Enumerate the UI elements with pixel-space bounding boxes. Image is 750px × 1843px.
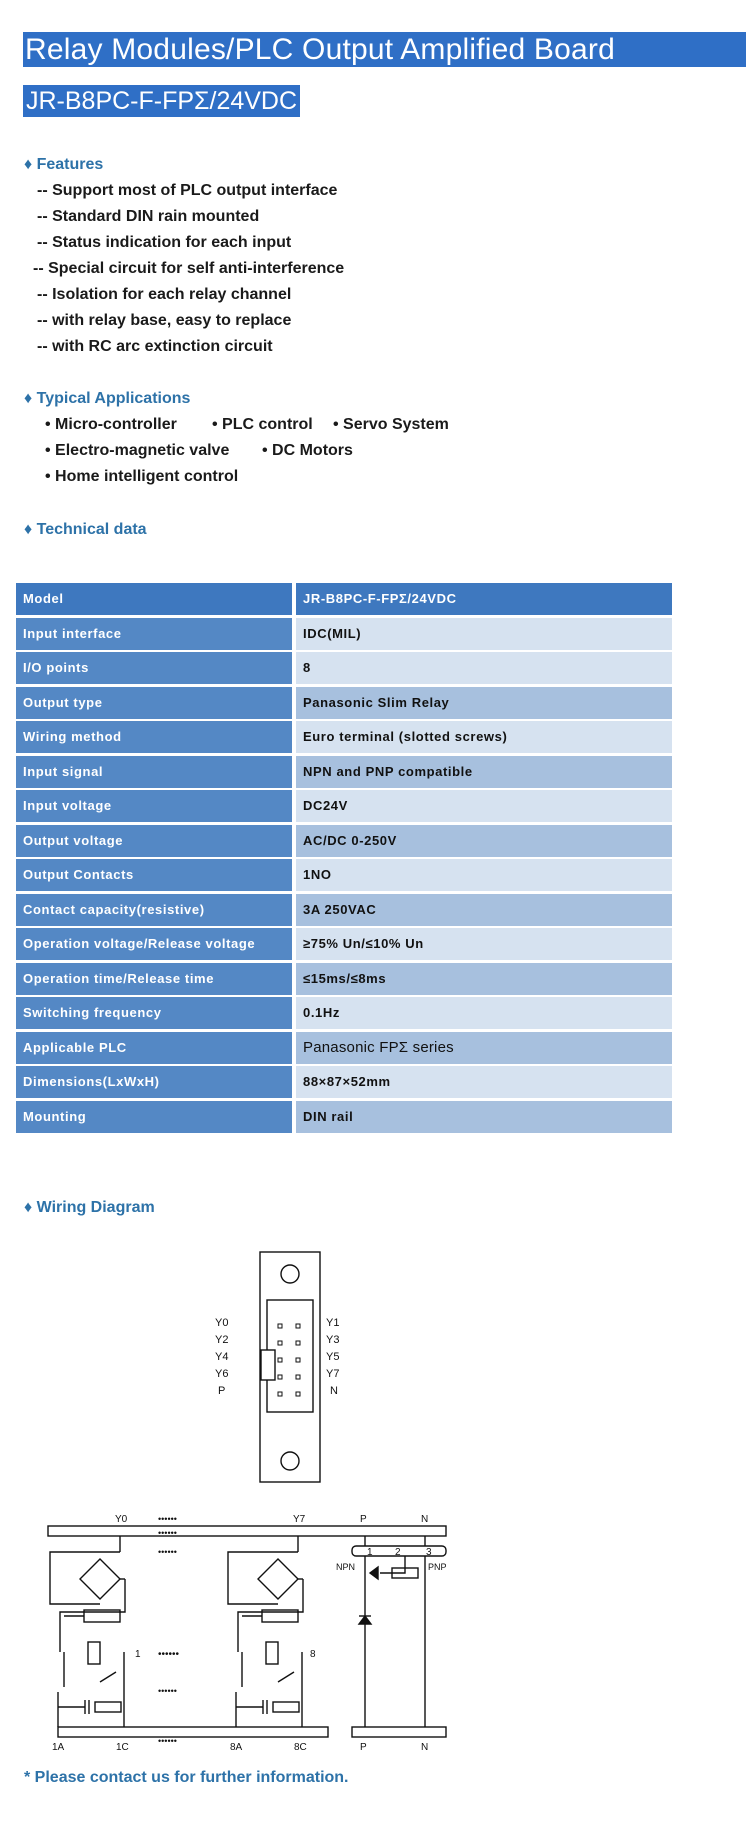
spec-key: Contact capacity(resistive): [16, 894, 292, 926]
feature-item: -- Isolation for each relay channel: [37, 286, 292, 303]
feature-item: -- Status indication for each input: [37, 234, 292, 251]
table-row: [16, 859, 674, 894]
spec-value: Panasonic FPΣ series: [296, 1032, 672, 1064]
spec-value: 3A 250VAC: [296, 894, 672, 926]
footer-note: * Please contact us for further information.: [24, 1769, 349, 1786]
spec-value: 1NO: [296, 859, 672, 891]
connector-pin-label: P: [218, 1385, 226, 1397]
spec-value: NPN and PNP compatible: [296, 756, 672, 788]
page-title: Relay Modules/PLC Output Amplified Board: [23, 32, 746, 67]
technical-heading: ♦ Technical data: [24, 521, 147, 538]
table-row: [16, 618, 674, 653]
spec-value: ≥75% Un/≤10% Un: [296, 928, 672, 960]
connector-pin-label: Y4: [215, 1351, 229, 1363]
idc-connector: [260, 1252, 320, 1482]
terminal-label: P: [360, 1514, 367, 1525]
terminal-label: N: [421, 1514, 429, 1525]
terminal-label: 8C: [294, 1742, 307, 1752]
terminal-label: 8A: [230, 1742, 243, 1752]
table-row: [16, 583, 674, 618]
terminal-label: 1A: [52, 1742, 65, 1752]
application-item: • Electro-magnetic valve: [45, 442, 230, 459]
channel-1-circuit: [50, 1536, 125, 1727]
ellipsis-dots: ••••••: [158, 1686, 177, 1696]
wiring-heading: ♦ Wiring Diagram: [24, 1199, 155, 1216]
spec-key: Input signal: [16, 756, 292, 788]
spec-key: Output voltage: [16, 825, 292, 857]
table-row: [16, 687, 674, 722]
table-row: [16, 756, 674, 791]
feature-item: -- Standard DIN rain mounted: [37, 208, 260, 225]
wiring-diagram: [40, 1232, 540, 1752]
ellipsis-dots: ••••••: [158, 1528, 177, 1538]
table-row: [16, 928, 674, 963]
connector-pin-label: Y7: [326, 1368, 340, 1380]
jumper-label: 3: [426, 1547, 432, 1558]
applications-heading: ♦ Typical Applications: [24, 390, 191, 407]
ellipsis-dots: ••••••: [158, 1736, 177, 1746]
spec-key: Output Contacts: [16, 859, 292, 891]
spec-value: DIN rail: [296, 1101, 672, 1133]
table-row: [16, 963, 674, 998]
common-indicator-circuit: [359, 1536, 425, 1727]
connector-pin-label: Y5: [326, 1351, 340, 1363]
terminal-label: P: [360, 1742, 367, 1752]
spec-key: Model: [16, 583, 292, 615]
application-item: • Servo System: [333, 416, 449, 433]
spec-value: 88×87×52mm: [296, 1066, 672, 1098]
spec-value: Panasonic Slim Relay: [296, 687, 672, 719]
spec-value: 0.1Hz: [296, 997, 672, 1029]
spec-key: Applicable PLC: [16, 1032, 292, 1064]
connector-pin-label: N: [330, 1385, 338, 1397]
spec-value: DC24V: [296, 790, 672, 822]
connector-pin-label: Y6: [215, 1368, 229, 1380]
features-heading: ♦ Features: [24, 156, 104, 173]
npn-label: NPN: [336, 1562, 356, 1572]
feature-item: -- Special circuit for self anti-interference: [33, 260, 345, 277]
connector-pin-label: Y2: [215, 1334, 229, 1346]
terminal-label: 1C: [116, 1742, 129, 1752]
spec-key: Dimensions(LxWxH): [16, 1066, 292, 1098]
spec-key: Mounting: [16, 1101, 292, 1133]
feature-item: -- with RC arc extinction circuit: [37, 338, 273, 355]
application-item: • Home intelligent control: [45, 468, 239, 485]
pnp-label: PNP: [428, 1562, 447, 1572]
model-number: JR-B8PC-F-FPΣ/24VDC: [23, 85, 300, 117]
table-row: [16, 997, 674, 1032]
table-row: [16, 825, 674, 860]
feature-item: -- with relay base, easy to replace: [37, 312, 292, 329]
ellipsis-dots: ••••••: [158, 1514, 177, 1524]
spec-key: Switching frequency: [16, 997, 292, 1029]
connector-pin-label: Y3: [326, 1334, 340, 1346]
table-row: [16, 652, 674, 687]
spec-value: 8: [296, 652, 672, 684]
jumper-label: 1: [367, 1547, 373, 1558]
spec-key: I/O points: [16, 652, 292, 684]
application-item: • DC Motors: [262, 442, 353, 459]
spec-key: Input voltage: [16, 790, 292, 822]
spec-key: Operation time/Release time: [16, 963, 292, 995]
spec-key: Wiring method: [16, 721, 292, 753]
connector-pin-label: Y0: [215, 1317, 229, 1329]
spec-key: Operation voltage/Release voltage: [16, 928, 292, 960]
application-item: • PLC control: [212, 416, 313, 433]
table-row: [16, 1066, 674, 1101]
jumper-label: 2: [395, 1547, 401, 1558]
channel-8-circuit: [228, 1536, 303, 1727]
table-row: [16, 790, 674, 825]
table-row: [16, 721, 674, 756]
spec-value: Euro terminal (slotted screws): [296, 721, 672, 753]
spec-value: JR-B8PC-F-FPΣ/24VDC: [296, 583, 672, 615]
spec-key: Input interface: [16, 618, 292, 650]
table-row: [16, 894, 674, 929]
ellipsis-dots: ••••••: [158, 1649, 180, 1660]
table-row: [16, 1032, 674, 1067]
channel-label: 8: [310, 1649, 316, 1660]
ellipsis-dots: ••••••: [158, 1547, 177, 1557]
feature-item: -- Support most of PLC output interface: [37, 182, 338, 199]
spec-table: [16, 583, 674, 1135]
terminal-label: Y7: [293, 1514, 306, 1525]
spec-key: Output type: [16, 687, 292, 719]
spec-value: AC/DC 0-250V: [296, 825, 672, 857]
spec-value: ≤15ms/≤8ms: [296, 963, 672, 995]
channel-label: 1: [135, 1649, 141, 1660]
spec-value: IDC(MIL): [296, 618, 672, 650]
table-row: [16, 1101, 674, 1136]
terminal-label: N: [421, 1742, 429, 1752]
connector-pin-label: Y1: [326, 1317, 340, 1329]
terminal-label: Y0: [115, 1514, 128, 1525]
application-item: • Micro-controller: [45, 416, 177, 433]
